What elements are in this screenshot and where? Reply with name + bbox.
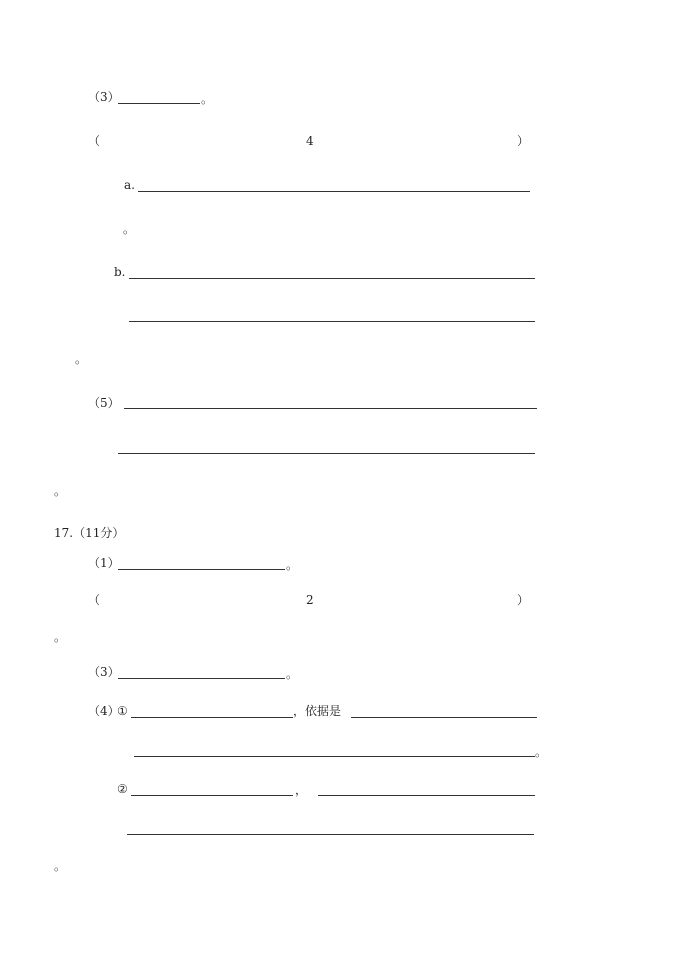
q16-a-label: a. [124,178,135,192]
q17-p3-answer-blank[interactable] [118,678,285,679]
q16-p4-open-paren: （ [88,134,101,148]
q17-p4-end-1: 。 [535,745,548,759]
q17-p4-answer-blank-2[interactable] [131,795,293,796]
q17-p4-basis-blank[interactable] [351,717,537,718]
q16-p5-end: 。 [54,484,67,498]
q17-p4-answer-blank-1[interactable] [131,717,293,718]
q17-p4-circle-1: ① [117,704,128,718]
q17-p3-label: （3） [88,665,120,679]
q16-p3-end: 。 [201,92,214,106]
q17-p1-answer-blank[interactable] [118,569,285,570]
q16-p5-answer-blank-2[interactable] [118,453,535,454]
q16-p3-label: （3） [88,90,120,104]
q16-a-answer-blank[interactable] [138,191,530,192]
q16-p3-answer-blank[interactable] [118,103,200,104]
q16-p5-answer-blank-1[interactable] [124,408,537,409]
q16-p5-label: （5） [88,396,120,410]
q16-b-label: b. [114,265,126,279]
q16-b-answer-blank-2[interactable] [129,321,535,322]
q17-p4-comma: ， [295,783,308,797]
q17-p4-label: （4） [88,704,120,718]
q17-p4-answer-blank-3[interactable] [318,795,535,796]
q17-p2-number: 2 [306,593,314,607]
q16-b-answer-blank-1[interactable] [129,278,535,279]
q17-p4-circle-2: ② [117,782,128,796]
q17-p1-label: （1） [88,556,120,570]
q16-a-end: 。 [123,222,136,236]
q16-b-end: 。 [75,352,88,366]
q17-p1-end: 。 [286,558,299,572]
q17-p2-open-paren: （ [88,593,101,607]
q17-p4-answer-blank-4[interactable] [127,834,534,835]
q17-title: 17.（11分） [54,526,125,540]
q16-p4-number: 4 [306,134,314,148]
q17-p2-close-paren: ） [517,593,530,607]
q17-p4-end-2: 。 [54,859,67,873]
q17-p4-basis-text: ，依据是 [293,704,342,718]
q16-p4-close-paren: ） [517,134,530,148]
q17-p2-end: 。 [54,630,67,644]
q17-p4-basis-blank-2[interactable] [134,756,535,757]
q17-p3-end: 。 [286,667,299,681]
